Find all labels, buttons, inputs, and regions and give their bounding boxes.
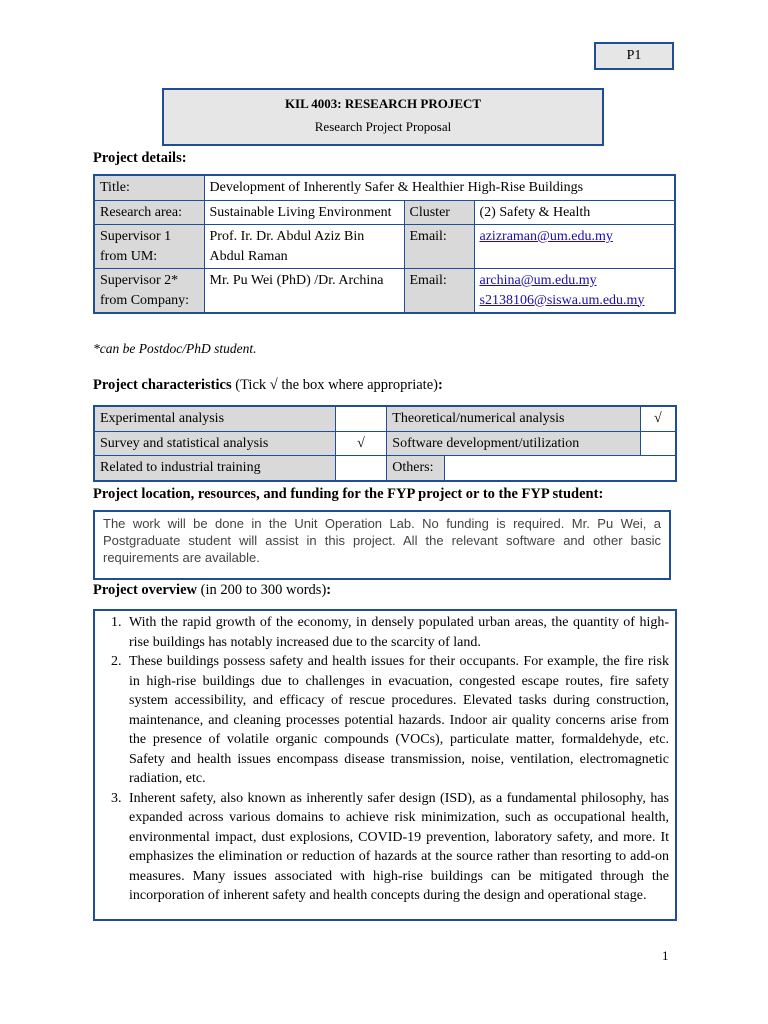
list-item: 2. These buildings possess safety and health issues for their occupants. For example, the fire risk in high-rise buildings due to challenges in evacuation, congested escape routes, fire safety system accessibility, and efficacy of rescue procedures. Elevated tasks during construction, maintenance, and cleaning processes potential hazards. Indoor air quality concerns arise from the presence of volatile organic compounds (VOCs), particulate matter, formaldehyde, etc. Safety and health issues encompass disease transmission, noise, ventilation, electromagnetic radiation, etc. — [125, 652, 669, 789]
characteristic-checkbox[interactable]: √ — [335, 431, 387, 456]
page-number: 1 — [662, 948, 669, 963]
location-heading: Project location, resources, and funding for the FYP project or to the FYP student: — [93, 486, 604, 502]
characteristic-checkbox[interactable] — [335, 406, 387, 431]
cluster-value: (2) Safety & Health — [474, 200, 675, 225]
supervisor-note: *can be Postdoc/PhD student. — [93, 341, 257, 356]
project-details-heading: Project details: — [93, 150, 187, 166]
overview-heading-bold: Project overview — [93, 582, 197, 598]
characteristic-checkbox[interactable] — [335, 456, 387, 481]
characteristic-label: Software development/utilization — [387, 431, 640, 456]
overview-list — [101, 613, 669, 906]
title-label: Title: — [94, 175, 204, 200]
characteristics-table — [93, 405, 677, 482]
supervisor2-label: Supervisor 2* from Company: — [94, 269, 204, 314]
table-row — [94, 456, 676, 481]
supervisor2-email-link-2[interactable]: s2138106@siswa.um.edu.my — [479, 292, 645, 308]
table-row — [94, 406, 676, 431]
characteristics-heading-bold: Project characteristics — [93, 377, 232, 393]
table-row — [94, 225, 675, 269]
characteristic-label: Others: — [387, 456, 445, 481]
overview-box — [93, 609, 677, 921]
characteristics-heading — [93, 377, 443, 394]
research-area-value: Sustainable Living Environment — [204, 200, 404, 225]
list-item: 1. With the rapid growth of the economy, in densely populated urban areas, the quantity of high-rise buildings has notably increased due to the scarcity of land. — [125, 613, 669, 652]
research-area-label: Research area: — [94, 200, 204, 225]
supervisor1-email-link[interactable]: azizraman@um.edu.my — [479, 229, 613, 244]
supervisor1-email-label: Email: — [404, 225, 474, 269]
course-title: KIL 4003: RESEARCH PROJECT — [284, 96, 482, 111]
title-box — [162, 88, 604, 146]
cluster-label: Cluster — [404, 200, 474, 225]
overview-heading-colon: : — [326, 582, 332, 598]
table-row — [94, 431, 676, 456]
characteristics-heading-note: (Tick √ the box where appropriate) — [231, 377, 438, 393]
list-item: 3. Inherent safety, also known as inherently safer design (ISD), as a fundamental philosophy, has expanded across various domains to achieve risk minimization, such as occupational health, environmental impact, dust explosions, COVID-19 prevention, laboratory safety, and more. It emphasizes the elimination or reduction of hazards at the source rather than resorting to add-on measures. Many issues associated with high-rise buildings can be mitigated through the incorporation of inherent safety and health concepts during the design and operational stage. — [125, 789, 669, 906]
characteristic-label: Theoretical/numerical analysis — [387, 406, 640, 431]
characteristic-checkbox[interactable] — [640, 431, 676, 456]
table-row — [94, 269, 675, 314]
characteristic-label: Experimental analysis — [94, 406, 335, 431]
supervisor2-email-link-1[interactable]: archina@um.edu.my — [479, 273, 597, 288]
title-value: Development of Inherently Safer & Healthier High-Rise Buildings — [204, 175, 675, 200]
characteristics-heading-colon: : — [437, 377, 443, 393]
characteristic-label: Related to industrial training — [94, 456, 335, 481]
project-details-table — [93, 174, 676, 314]
supervisor2-value: Mr. Pu Wei (PhD) /Dr. Archina — [204, 269, 404, 314]
overview-heading-note: (in 200 to 300 words) — [197, 582, 327, 598]
overview-heading — [93, 582, 331, 599]
page-tag: P1 — [594, 42, 674, 70]
proposal-subtitle: Research Project Proposal — [314, 119, 452, 134]
characteristic-checkbox[interactable]: √ — [640, 406, 676, 431]
characteristic-label: Survey and statistical analysis — [94, 431, 335, 456]
supervisor1-label: Supervisor 1 from UM: — [94, 225, 204, 269]
table-row — [94, 175, 675, 200]
location-text: The work will be done in the Unit Operation Lab. No funding is required. Mr. Pu Wei, a Postgraduate student will assist in this project. All the relevant software and other basic requirements are available. — [93, 510, 671, 580]
table-row — [94, 200, 675, 225]
supervisor1-value: Prof. Ir. Dr. Abdul Aziz Bin Abdul Raman — [204, 225, 404, 269]
supervisor2-email-label: Email: — [404, 269, 474, 314]
others-field[interactable] — [445, 456, 676, 481]
